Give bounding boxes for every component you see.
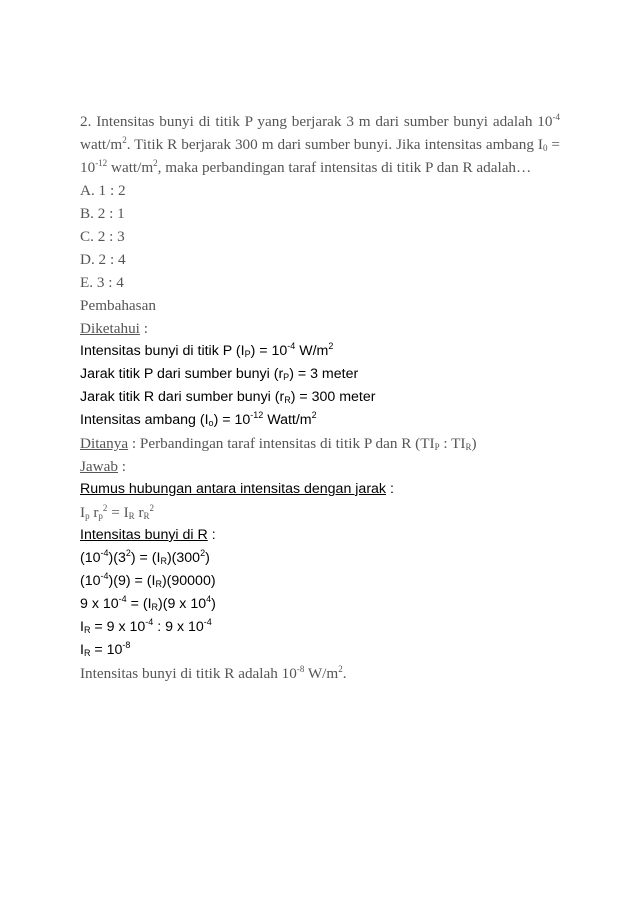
option-b: B. 2 : 1 [80, 205, 125, 222]
rumus-heading: Rumus hubungan antara intensitas dengan jarak : [80, 481, 394, 497]
rumus-formula: $I_p$ $r_p^2 = I_R$ $r_R^2$ [80, 503, 155, 521]
conclusion: Intensitas bunyi di titik R adalah $10^{-8}$ $W/m^2$. [80, 664, 347, 682]
question-text: 2. Intensitas bunyi di titik P yang berjarak 3 m dari sumber bunyi adalah $10^{-4}$ watt/$m^2$. Titik R berjarak 300 m dari sumber bunyi. Jika intensitas ambang $I_0 = 10^{-12}$ watt/$m^2$, maka perbandingan taraf intensitas di titik P dan R adalah… [80, 112, 560, 176]
document-content [80, 110, 560, 685]
given-rp: Jarak titik P dari sumber bunyi $(r_P) = 3$ meter [80, 366, 359, 382]
step-3: 9 x $10^{-4} = (I_R)(9$ x $10^4$) [80, 594, 216, 612]
pembahasan-heading: Pembahasan [80, 297, 156, 314]
step-2: $(10^{-4})(9) = (I_R)(90000)$ [80, 571, 216, 589]
given-io: Intensitas ambang $(I_o) = 10^{-12}$ Watt/$m^2$ [80, 410, 317, 428]
option-d: D. 2 : 4 [80, 251, 126, 268]
step-1: $(10^{-4})(3^2) = (I_R)(300^2)$ [80, 548, 210, 566]
step-5: $I_R = 10^{-8}$ [80, 640, 131, 658]
step-4: $I_R = 9$ x $10^{-4}$ : 9 x $10^{-4}$ [80, 617, 212, 635]
given-ip: Intensitas bunyi di titik P $(I_P) = 10^{-4}$ $W/m^2$ [80, 341, 334, 359]
option-c: C. 2 : 3 [80, 228, 125, 245]
jawab-heading: Jawab : [80, 458, 126, 475]
option-e: E. 3 : 4 [80, 274, 124, 291]
question-number: 2. [80, 113, 92, 130]
diketahui-heading: Diketahui : [80, 320, 148, 337]
option-a: A. 1 : 2 [80, 182, 126, 199]
intensitas-r-heading: Intensitas bunyi di R : [80, 527, 216, 543]
ditanya-line: Ditanya : Perbandingan taraf intensitas di titik P dan R ($TI_P$ : $TI_R$) [80, 435, 477, 452]
given-rr: Jarak titik R dari sumber bunyi $(r_R) = 300$ meter [80, 389, 376, 405]
